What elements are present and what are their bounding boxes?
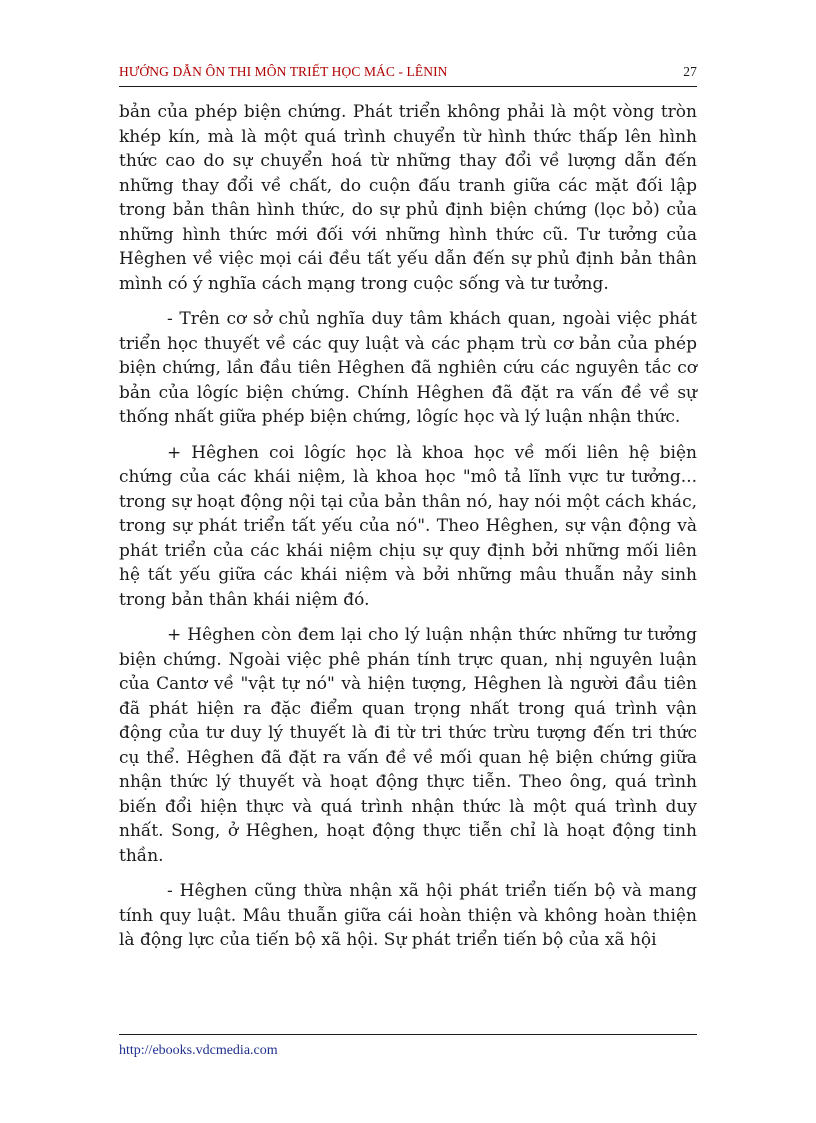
paragraph-logic: + Hêghen coi lôgíc học là khoa học về mối liên hệ biện chứng của các khái niệm, là khoa học "mô tả lĩnh vực tư tưởng... trong sự hoạt động nội tại của bản thân nó, hay nói một cách khác, trong sự phát triển tất yếu của nó". Theo Hêghen, sự vận động và phát triển của các khái niệm chịu sự quy định bởi những mối liên hệ tất yếu giữa các khái niệm và bởi những mâu thuẫn nảy sinh trong bản thân khái niệm đó. [119, 442, 697, 610]
footer-link[interactable]: http://ebooks.vdcmedia.com [119, 1043, 278, 1058]
header-title: HƯỚNG DẪN ÔN THI MÔN TRIẾT HỌC MÁC - LÊNIN [119, 64, 448, 79]
page-body [119, 100, 697, 964]
paragraph-social-progress: - Hêghen cũng thừa nhận xã hội phát triển tiến bộ và mang tính quy luật. Mâu thuẫn giữa cái hoàn thiện và không hoàn thiện là động lực của tiến bộ xã hội. Sự phát triển tiến bộ của xã hội [119, 881, 697, 950]
page-header [119, 64, 697, 84]
paragraph-continuation: bản của phép biện chứng. Phát triển không phải là một vòng tròn khép kín, mà là một quá trình chuyển từ hình thức thấp lên hình thức cao do sự chuyển hoá từ những thay đổi về lượng dẫn đến những thay đổi về chất, do cuộn đấu tranh giữa các mặt đối lập trong bản thân hình thức, do sự phủ định biện chứng (lọc bỏ) của những hình thức mới đối với những hình thức cũ. Tư tưởng của Hêghen về việc mọi cái đều tất yếu dẫn đến sự phủ định bản thân mình có ý nghĩa cách mạng trong cuộc sống và tư tưởng. [119, 102, 697, 294]
paragraph-objective-idealism: - Trên cơ sở chủ nghĩa duy tâm khách quan, ngoài việc phát triển học thuyết về các quy luật và các phạm trù cơ bản của phép biện chứng, lần đầu tiên Hêghen đã nghiên cứu các nguyên tắc cơ bản của lôgíc biện chứng. Chính Hêghen đã đặt ra vấn đề về sự thống nhất giữa phép biện chứng, lôgíc học và lý luận nhận thức. [119, 309, 697, 427]
header-divider [119, 86, 697, 87]
paragraph-epistemology: + Hêghen còn đem lại cho lý luận nhận thức những tư tưởng biện chứng. Ngoài việc phê phán tính trực quan, nhị nguyên luận của Cantơ về "vật tự nó" và hiện tượng, Hêghen là người đầu tiên đã phát hiện ra đặc điểm quan trọng nhất trong quá trình vận động của tư duy lý thuyết là đi từ tri thức trừu tượng đến tri thức cụ thể. Hêghen đã đặt ra vấn đề về mối quan hệ biện chứng giữa nhận thức lý thuyết và hoạt động thực tiễn. Theo ông, quá trình biến đổi hiện thực và quá trình nhận thức là một quá trình duy nhất. Song, ở Hêghen, hoạt động thực tiễn chỉ là hoạt động tinh thần. [119, 625, 697, 866]
footer-divider [119, 1034, 697, 1035]
page-number: 27 [683, 64, 697, 79]
